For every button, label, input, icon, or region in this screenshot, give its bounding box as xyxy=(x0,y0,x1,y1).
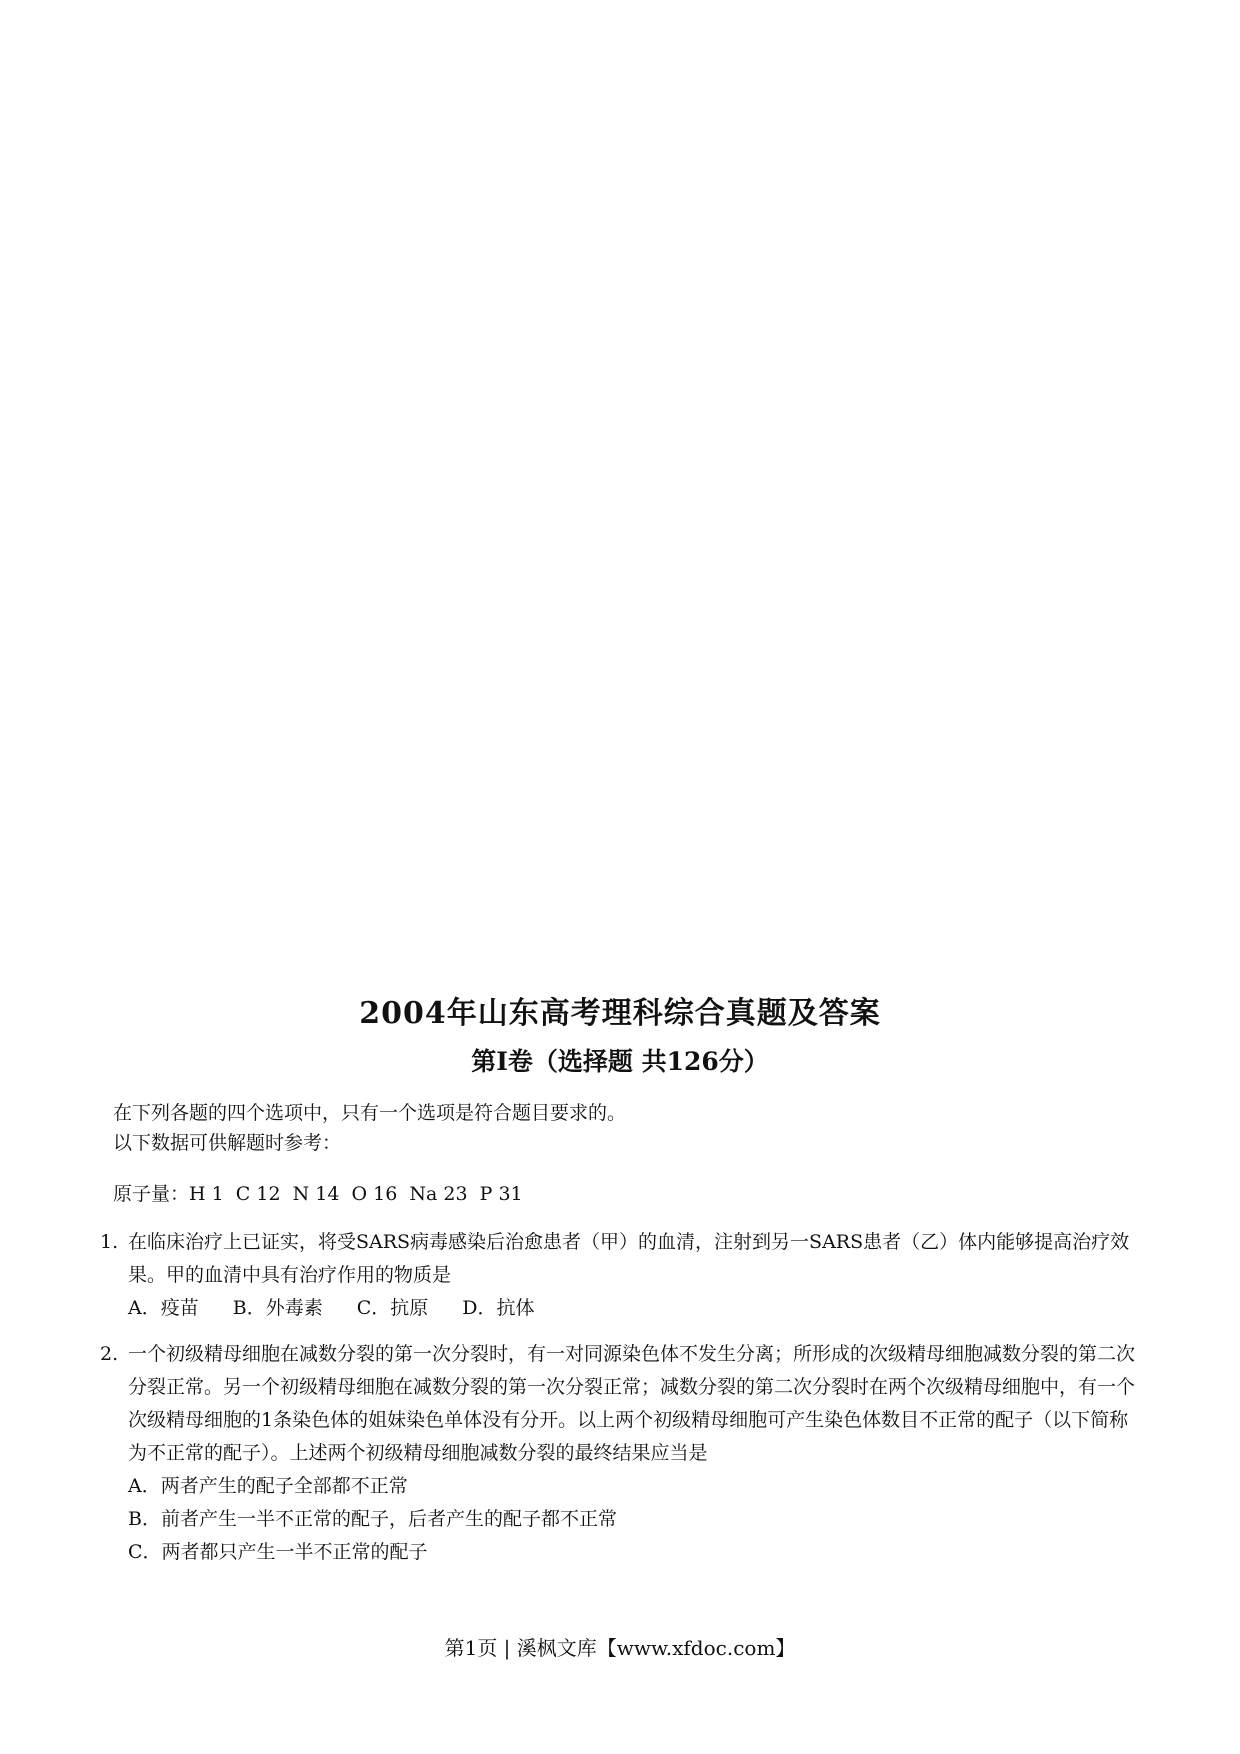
option-b: B．外毒素 xyxy=(232,1297,323,1319)
instruction-line: 在下列各题的四个选项中，只有一个选项是符合题目要求的。 xyxy=(113,1102,627,1124)
option-c: C．抗原 xyxy=(356,1297,429,1319)
option-a: A．疫苗 xyxy=(128,1297,199,1319)
page-footer: 第1页 | 溪枫文库【www.xfdoc.com】 xyxy=(444,1636,796,1660)
question-1 xyxy=(128,1226,1140,1325)
atomic-mass-line: 原子量：H 1 C 12 N 14 O 16 Na 23 P 31 xyxy=(113,1183,523,1205)
document-title: 2004年山东高考理科综合真题及答案 xyxy=(359,996,881,1031)
question-number: 1. xyxy=(100,1231,119,1253)
option-list xyxy=(128,1292,1140,1325)
option-d: D．抗体 xyxy=(462,1297,535,1319)
question-2 xyxy=(128,1338,1140,1569)
reference-note: 以下数据可供解题时参考： xyxy=(113,1132,342,1154)
option-b: B．前者产生一半不正常的配子，后者产生的配子都不正常 xyxy=(128,1508,617,1530)
question-text: 在临床治疗上已证实，将受SARS病毒感染后治愈患者（甲）的血清，注射到另一SARS患者（乙）体内能够提高治疗效果。甲的血清中具有治疗作用的物质是 xyxy=(128,1231,1130,1286)
option-a: A．两者产生的配子全部都不正常 xyxy=(128,1475,408,1497)
question-text: 一个初级精母细胞在减数分裂的第一次分裂时，有一对同源染色体不发生分离；所形成的次级精母细胞减数分裂的第二次分裂正常。另一个初级精母细胞在减数分裂的第一次分裂正常；减数分裂的第二次分裂时在两个次级精母细胞中，有一个次级精母细胞的1条染色体的姐妹染色单体没有分开。以上两个初级精母细胞可产生染色体数目不正常的配子（以下简称为不正常的配子）。上述两个初级精母细胞减数分裂的最终结果应当是 xyxy=(128,1343,1136,1464)
section-heading: 第I卷（选择题 共126分） xyxy=(471,1047,769,1076)
question-number: 2. xyxy=(100,1343,119,1365)
option-c: C．两者都只产生一半不正常的配子 xyxy=(128,1541,428,1563)
